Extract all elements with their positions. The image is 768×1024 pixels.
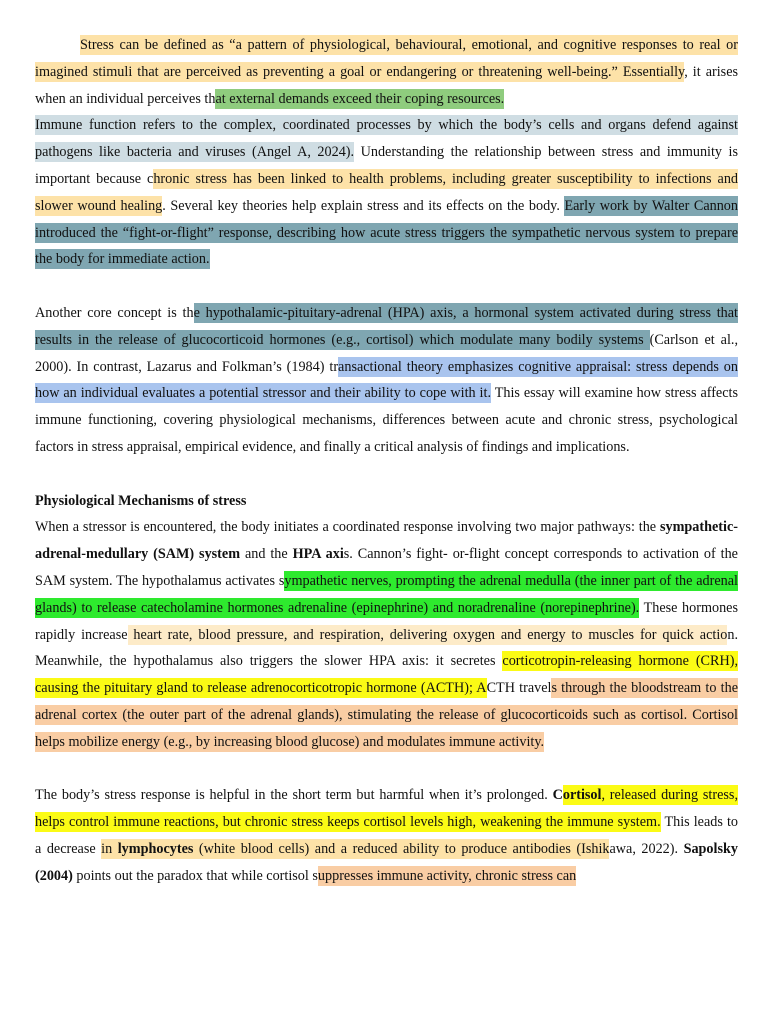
- highlight-teal: e hypothalamic-pituitary-adrenal (HPA) axis, a hormonal system activated during stress that results in the release of glucocorticoid hormones (e.g., cortisol) which modulate many bodily systems: [35, 304, 738, 348]
- bold-term-sam: sympathetic-adrenal-medullary (SAM) system: [35, 519, 738, 563]
- highlight-peach: hronic stress has been linked to health problems, including greater susceptibility to infections and slower wound healing: [35, 170, 739, 214]
- text-run: and the: [240, 546, 293, 563]
- highlight-lime: ympathetic nerves, prompting the adrenal medulla (the inner part of the adrenal glands) to release catecholamine hormones adrenaline (epinephrine) and noradrenaline (norepinephrine).: [35, 572, 738, 616]
- highlight-orange: s through the bloodstream to the adrenal cortex (the outer part of the adrenal glands), stimulating the release of glucocorticoids such as cortisol. Cortisol helps mobilize energy (e.g., by increasing blood glucose) and modulates immune activity.: [35, 680, 738, 750]
- highlight-gray: Immune function refers to the complex, coordinated processes by which the body’s cells and organs defend against pathogens like bacteria and viruses (Angel A, 2024).: [35, 117, 738, 161]
- text-run: in: [101, 840, 118, 857]
- paragraph-physiological-mechanisms: [35, 514, 738, 755]
- bold-term-cortisol: C: [552, 787, 563, 804]
- bold-term-hpa: HPA axi: [292, 546, 344, 563]
- text-run: CTH travel: [486, 680, 552, 697]
- text-run: When a stressor is encountered, the body initiates a coordinated response involving two major pathways: the: [35, 519, 660, 536]
- text-run: Understanding the relationship between stress and immunity is important because c: [35, 144, 739, 187]
- text-run: , it arises when an individual perceives th: [35, 63, 739, 107]
- highlight-yellow: corticotropin-releasing hormone (CRH), causing the pituitary gland to release adrenocorticotropic hormone (ACTH); A: [35, 653, 738, 697]
- highlight-blue: ansactional theory emphasizes cognitive appraisal: stress depends on how an individual evaluates a potential stressor and their ability to cope with it.: [35, 358, 738, 402]
- bold-term-sapolsky: Sapolsky (2004): [35, 840, 738, 884]
- section-heading: Physiological Mechanisms of stress: [35, 492, 247, 509]
- highlight-peach: Stress can be defined as “a pattern of physiological, behavioural, emotional, and cognitive responses to real or imagined stimuli that are perceived as preventing a goal or endangering or threatening well-being.” Essentially: [35, 37, 738, 80]
- highlight-peach: [101, 839, 609, 859]
- paragraph-gap: [35, 273, 738, 300]
- text-run: This essay will examine how stress affects immune functioning, covering physiological mechanisms, differences between acute and chronic stress, psychological factors in stress appraisal, empirical evidence, and finally a critical analysis of findings and implications.: [35, 385, 738, 455]
- text-run: n. Meanwhile, the hypothalamus also triggers the slower HPA axis: it secretes: [35, 626, 738, 670]
- text-run: These hormones rapidly increase: [35, 599, 738, 643]
- highlight-cream: heart rate, blood pressure, and respiration, delivering oxygen and energy to muscles for quick actio: [127, 626, 728, 643]
- text-run: . Several key theories help explain stress and its effects on the body.: [162, 197, 565, 214]
- paragraph-stress-response: [35, 782, 738, 889]
- text-run: (Carlson et al., 2000). In contrast, Lazarus and Folkman’s (1984) tr: [35, 331, 739, 375]
- text-run: s. Cannon’s fight- or-flight concept corresponds to activation of the SAM system. The hypothalamus activates s: [35, 546, 738, 589]
- highlight-yellow: ortisol: [562, 787, 602, 804]
- paragraph-gap: [35, 461, 738, 488]
- paragraph-stress-definition: [35, 32, 738, 112]
- highlight-green: at external demands exceed their coping resources.: [215, 90, 505, 107]
- highlight-orange: uppresses immune activity, chronic stress can: [317, 867, 577, 884]
- text-run: (white blood cells) and a reduced ability to produce antibodies (Ishik: [193, 840, 610, 857]
- bold-term-lymphocytes: lymphocytes: [117, 840, 194, 857]
- text-run: This leads to a decrease: [35, 814, 739, 857]
- text-run: Another core concept is th: [35, 304, 194, 321]
- text-run: points out the paradox that while cortisol s: [72, 867, 318, 884]
- paragraph-immune-function: [35, 112, 738, 273]
- paragraph-gap: [35, 756, 738, 783]
- paragraph-hpa-axis: [35, 300, 738, 461]
- highlight-yellow: , released during stress, helps control immune reactions, but chronic stress keeps cortisol levels high, weakening the immune system.: [35, 787, 738, 831]
- text-run: awa, 2022).: [609, 840, 684, 857]
- highlight-teal: Early work by Walter Cannon introduced the “fight-or-flight” response, describing how acute stress triggers the sympathetic nervous system to prepare the body for immediate action.: [35, 197, 738, 268]
- text-run: The body’s stress response is helpful in the short term but harmful when it’s prolonged.: [35, 787, 553, 804]
